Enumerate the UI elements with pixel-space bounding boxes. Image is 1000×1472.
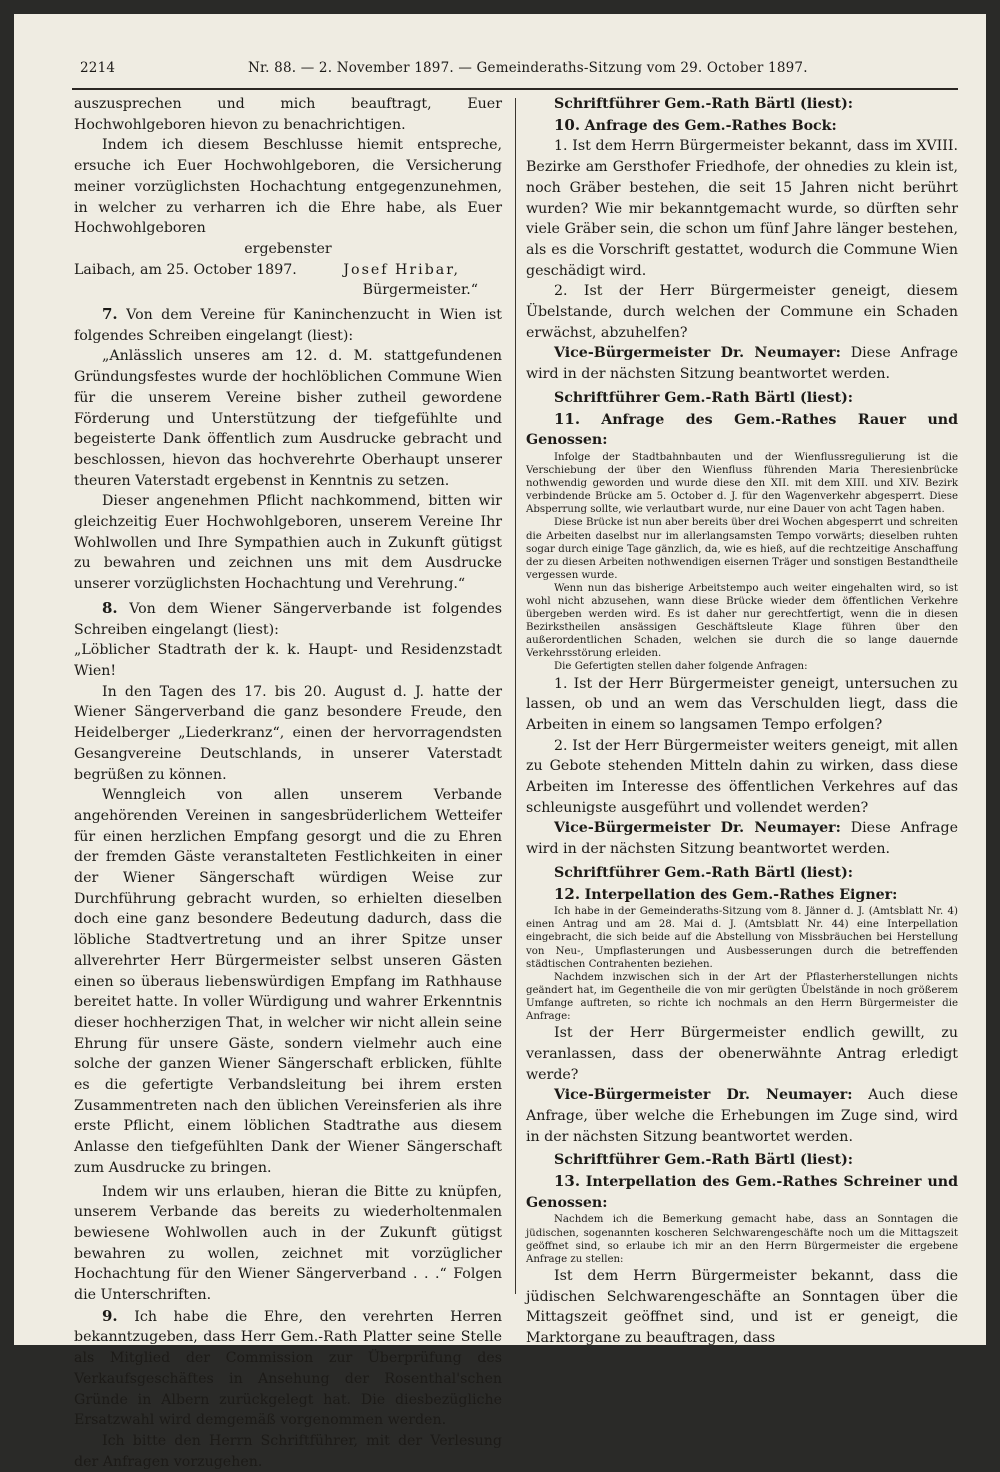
- small-paragraph: Ich habe in der Gemeinderaths-Sitzung vom 8. Jänner d. J. (Amtsblatt Nr. 4) einen Antrag und am 28. Mai d. J. (Amtsblatt Nr. 44) eine Interpellation eingebracht, die sich beide auf die Abstellung von Missbräuchen bei Herstellung von Neu-, Umpflasterungen und Ausbesserungen durch die betreffenden städtischen Contrahenten beziehen.: [526, 906, 958, 970]
- question-heading: 12. Interpellation des Gem.-Rathes Eigner:: [554, 884, 898, 903]
- paragraph: Indem ich diesem Beschlusse hiemit entspreche, ersuche ich Euer Hochwohlgeboren, die Versicherung meiner vorzüglichsten Hochachtung entgegenzunehmen, in welcher zu verharren ich die Ehre habe, als Euer Hochwohlgeboren: [74, 137, 502, 237]
- small-paragraph: Infolge der Stadtbahnbauten und der Wienflussregulierung ist die Verschiebung der über den Wienfluss führenden Maria Theresienbrücke nothwendig geworden und wurde diese den XII. mit dem XIII. und XIV. Bezirk verbindende Brücke am 5. October d. J. für den Wagenverkehr abgesperrt. Diese Absperrung sollte, wie verlautbart wurde, nur eine Dauer von acht Tagen haben.: [526, 451, 958, 516]
- speaker-line: Schriftführer Gem.-Rath Bärtl (liest):: [554, 864, 854, 881]
- running-title: Nr. 88. — 2. November 1897. — Gemeinderaths-Sitzung vom 29. October 1897.: [248, 60, 808, 76]
- speaker-line: Schriftführer Gem.-Rath Bärtl (liest):: [554, 1152, 854, 1169]
- item-9: 9. Ich habe die Ehre, den verehrten Herren bekanntzugeben, dass Herr Gem.-Rath Platter seine Stelle als Mitglied der Commission zur Überprüfung des Verkaufsgeschäftes in Ansehung der Rosenthal'schen Gründe in Albern zurückgelegt hat. Die diesbezügliche Ersatzwahl wird demgemäß vorgenommen werden.: [74, 1306, 502, 1429]
- small-paragraph: Diese Brücke ist nun aber bereits über drei Wochen abgesperrt und schreiten die Arbeiten daselbst nur im allerlangsamsten Tempo vorwärts; dieselben ruhten sogar durch einige Tage gänzlich, da, wie es hieß, auf die rechtzeitige Anschaffung der zu diesen Arbeiten nothwendigen eisernen Träger und sonstigen Bestandtheile vergessen wurde.: [526, 517, 958, 581]
- salutation: „Löblicher Stadtrath der k. k. Haupt- und Residenzstadt Wien!: [74, 642, 502, 679]
- question-point: 1. Ist dem Herrn Bürgermeister bekannt, dass im XVIII. Bezirke am Gersthofer Friedhofe, der ohnedies zu klein ist, noch Gräber bestehen, die seit 15 Jahren nicht berührt wurden? Wie mir bekanntgemacht wurde, so dürften sehr viele Gräber sein, die schon um fünf Jahre länger bestehen, als es die Vorschrift gestattet, wodurch die Commune Wien geschädigt wird.: [526, 138, 958, 279]
- closing-phrase: ergebenster: [244, 240, 332, 257]
- newspaper-page: [14, 14, 986, 1470]
- question-point: 1. Ist der Herr Bürgermeister geneigt, untersuchen zu lassen, ob und an wem das Verschulden liegt, dass die Arbeiten in einem so langsamen Tempo erfolgen?: [526, 675, 958, 733]
- quote-paragraph: In den Tagen des 17. bis 20. August d. J. hatte der Wiener Sängerverband die ganz besondere Freude, den Heidelberger „Liederkranz“, einen der hervorragendsten Gesangvereine Deutschlands, in unserer Vaterstadt begrüßen zu können.: [74, 683, 502, 783]
- page-header: [72, 60, 956, 86]
- paragraph: Ich bitte den Herrn Schriftführer, mit der Verlesung der Anfragen vorzugehen.: [74, 1433, 502, 1470]
- small-paragraph: Die Gefertigten stellen daher folgende Anfragen:: [554, 661, 808, 673]
- question-point: Ist der Herr Bürgermeister endlich gewillt, zu veranlassen, dass der obenerwähnte Antrag erledigt werde?: [526, 1025, 958, 1083]
- right-column: [526, 94, 958, 1349]
- small-paragraph: Nachdem ich die Bemerkung gemacht habe, dass an Sonntagen die jüdischen, sogenannten koscheren Selchwarengeschäfte noch um die Mittagszeit geöffnet sind, so erlaube ich mir an den Herrn Bürgermeister die ergebene Anfrage zu stellen:: [526, 1214, 958, 1265]
- paragraph: auszusprechen und mich beauftragt, Euer Hochwohlgeboren hievon zu benachrichtigen.: [74, 96, 502, 133]
- answer: Vice-Bürgermeister Dr. Neumayer: Diese Anfrage wird in der nächsten Sitzung beantwortet werden.: [526, 345, 958, 383]
- signature-block: [74, 260, 502, 281]
- question-point: 2. Ist der Herr Bürgermeister weiters geneigt, mit allen zu Gebote stehenden Mitteln dahin zu wirken, dass diese Arbeiten im Interesse des öffentlichen Verkehres auf das schleunigste ausgeführt und vollendet werden?: [526, 737, 958, 816]
- quote-paragraph: Indem wir uns erlauben, hieran die Bitte zu knüpfen, unserem Verbande das bereits zu wiederholtenmalen bewiesene Wohlwollen auch in der Zukunft gütigst bewahren zu wollen, zeichnet mit vorzüglicher Hochachtung für den Wiener Sängerverband . . .“ Folgen die Unterschriften.: [74, 1183, 502, 1304]
- signer-title: Bürgermeister.“: [362, 282, 478, 299]
- small-paragraph: Nachdem inzwischen sich in der Art der Pflasterherstellungen nichts geändert hat, im Gegentheile die von mir gerügten Übelstände in noch größerem Umfange auftreten, so richte ich nochmals an den Herrn Bürgermeister die Anfrage:: [526, 971, 958, 1023]
- left-column: [74, 94, 502, 1472]
- speaker-line: Schriftführer Gem.-Rath Bärtl (liest):: [554, 389, 854, 406]
- item-8: 8. Von dem Wiener Sängerverbande ist folgendes Schreiben eingelangt (liest):: [74, 598, 502, 638]
- question-heading: 11. Anfrage des Gem.-Rathes Rauer und Genossen:: [526, 409, 958, 449]
- small-paragraph: Wenn nun das bisherige Arbeitstempo auch weiter eingehalten wird, so ist wohl nicht abzusehen, wann diese Brücke wieder dem öffentlichen Verkehre übergeben werden wird. Es ist daher nur gerechtfertigt, wenn die in diesen Bezirkstheilen ansässigen Geschäftsleute Klage führen über den außerordentlichen Schaden, welchen sie durch die so lange dauernde Verkehrsstörung erleiden.: [526, 582, 958, 660]
- question-point: 2. Ist der Herr Bürgermeister geneigt, diesem Übelstande, durch welchen der Commune ein Schaden erwächst, abzuhelfen?: [526, 283, 958, 341]
- place-date: Laibach, am 25. October 1897.: [74, 261, 297, 278]
- answer: Vice-Bürgermeister Dr. Neumayer: Diese Anfrage wird in der nächsten Sitzung beantwortet werden.: [526, 820, 958, 858]
- quote-paragraph: Wenngleich von allen unserem Verbande angehörenden Vereinen in sangesbrüderlichem Wetteifer für einen herzlichen Empfang gesorgt und die zu Ehren der fremden Gäste veranstalteten Festlichkeiten in einer der Wiener Sängerschaft würdigen Weise zur Durchführung gebracht wurden, so erhielten dieselben doch eine ganz besondere Bedeutung dadurch, dass die löbliche Stadtvertretung und an ihrer Spitze unser allverehrter Herr Bürgermeister selbst unseren Gästen einen so überaus liebenswürdigen Empfang im Rathhause bereitet hatte. In voller Würdigung und wahrer Erkenntnis dieser hochherzigen That, in welcher wir nicht allein seine Ehrung für unsere Gäste, sondern vielmehr auch eine solche der ganzen Wiener Sängerschaft erblicken, fühlte es die gefertigte Verbandsleitung bei ihrem ersten Zusammentreten nach den üblichen Vereinsferien als ihre erste Pflicht, einem löblichen Stadtrathe aus diesem Anlasse den tiefgefühlten Dank der Wiener Sängerschaft zum Ausdrucke zu bringen.: [74, 787, 502, 1176]
- speaker-line: Schriftführer Gem.-Rath Bärtl (liest):: [554, 96, 854, 112]
- answer: Vice-Bürgermeister Dr. Neumayer: Auch diese Anfrage, über welche die Erhebungen im Zuge sind, wird in der nächsten Sitzung beantwortet werden.: [526, 1087, 958, 1145]
- quote-paragraph: Dieser angenehmen Pflicht nachkommend, bitten wir gleichzeitig Euer Hochwohlgeboren, unserem Vereine Ihr Wohlwollen und Ihre Sympathien auch in Zukunft gütigst zu bewahren und zeichnen uns mit dem Ausdrucke unserer vorzüglichsten Hochachtung und Verehrung.“: [74, 493, 502, 593]
- question-heading: 10. Anfrage des Gem.-Rathes Bock:: [554, 115, 837, 134]
- question-heading: 13. Interpellation des Gem.-Rathes Schreiner und Genossen:: [526, 1172, 958, 1211]
- signer-name: Josef Hribar,: [343, 261, 460, 278]
- column-divider: [515, 98, 516, 1294]
- item-7: 7. Von dem Vereine für Kaninchenzucht in Wien ist folgendes Schreiben eingelangt (liest):: [74, 305, 502, 344]
- question-point: Ist dem Herrn Bürgermeister bekannt, dass die jüdischen Selchwarengeschäfte an Sonntagen über die Mittagszeit geöffnet sind, und ist er geneigt, die Marktorgane zu beauftragen, dass: [526, 1267, 958, 1346]
- page-number: 2214: [80, 60, 116, 76]
- quote-paragraph: „Anlässlich unseres am 12. d. M. stattgefundenen Gründungsfestes wurde der hochlöblichen Commune Wien für die unserem Vereine bisher zutheil gewordene Förderung und Unterstützung der tiefgefühlte und begeisterte Dank öffentlich zum Ausdrucke gebracht und beschlossen, hievon das hochverehrte Oberhaupt unserer theuren Vaterstadt ergebenst in Kenntnis zu setzen.: [74, 348, 502, 489]
- header-rule: [72, 88, 958, 90]
